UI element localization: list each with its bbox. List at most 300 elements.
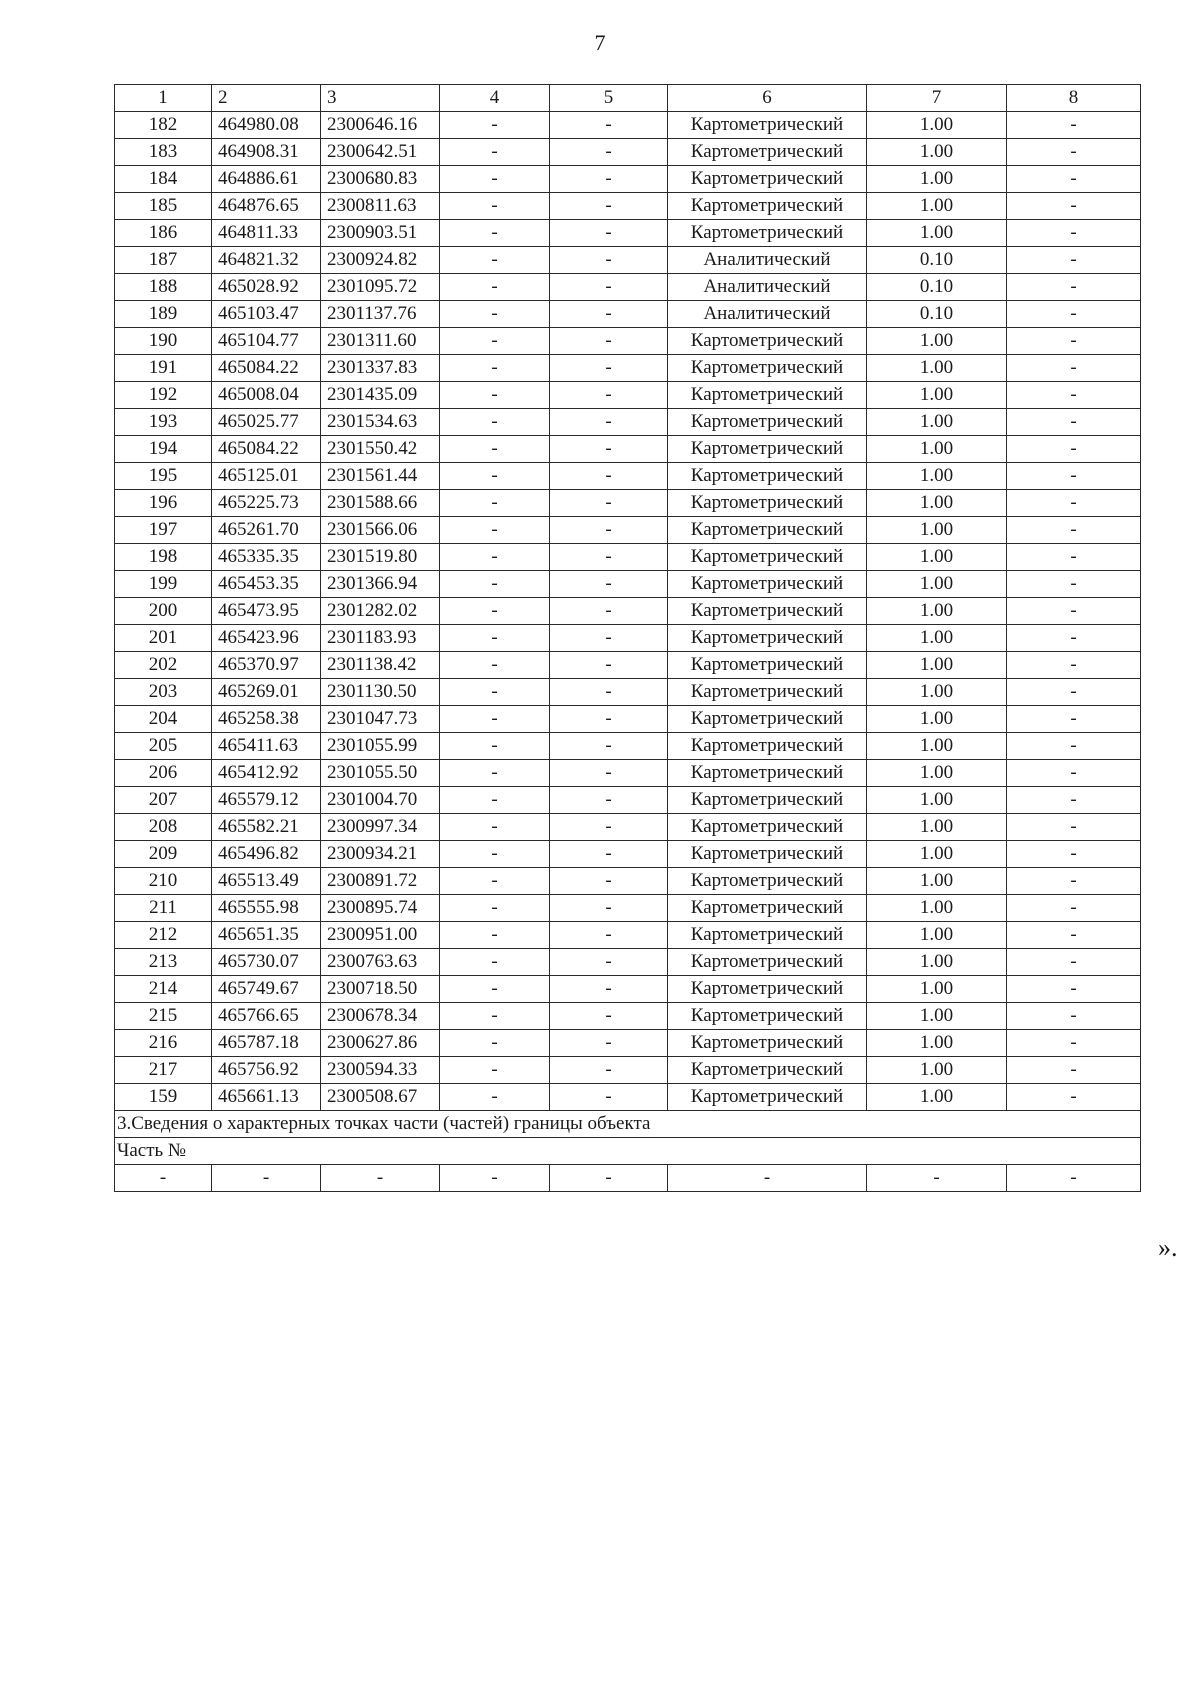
table-cell-col-3: 2300997.34 [321,814,440,841]
table-row [115,571,1141,598]
table-cell-col-2: 465766.65 [212,1003,321,1030]
table-cell-col-5: - [550,598,668,625]
table-cell-col-7: 1.00 [867,598,1007,625]
table-row [115,949,1141,976]
table-cell-col-7: 1.00 [867,355,1007,382]
table-cell-col-6: Картометрический [668,166,867,193]
boundary-points-table [114,84,1141,1192]
table-cell-col-7: 1.00 [867,652,1007,679]
table-cell-col-6: Картометрический [668,733,867,760]
table-cell-col-3: 2301534.63 [321,409,440,436]
table-cell-col-3: 2300951.00 [321,922,440,949]
table-cell-col-5: - [550,166,668,193]
table-cell-col-8: - [1007,679,1141,706]
table-cell-col-3: 2301130.50 [321,679,440,706]
table-cell-col-8: - [1007,868,1141,895]
table-cell-col-5: - [550,463,668,490]
table-cell-col-2: 465370.97 [212,652,321,679]
table-cell-col-2: 464980.08 [212,112,321,139]
table-cell-col-4: - [440,733,550,760]
table-cell-col-2: 464821.32 [212,247,321,274]
table-cell-col-1: 1 [115,85,212,112]
table-cell-col-4: - [440,1057,550,1084]
table-cell-col-7: 1.00 [867,841,1007,868]
table-row [115,490,1141,517]
table-cell-col-1: 203 [115,679,212,706]
table-cell-col-7: 1.00 [867,976,1007,1003]
table-cell-col-7: 1.00 [867,625,1007,652]
table-cell-col-1: 190 [115,328,212,355]
table-cell-col-3: 2301561.44 [321,463,440,490]
table-cell-col-8: - [1007,301,1141,328]
table-row [115,544,1141,571]
table-cell-col-1: 196 [115,490,212,517]
table-cell-col-2: 465225.73 [212,490,321,517]
table-cell-col-1: 200 [115,598,212,625]
table-cell-col-8: - [1007,274,1141,301]
table-cell-col-7: 1.00 [867,112,1007,139]
table-cell-col-8: - [1007,787,1141,814]
table-row [115,922,1141,949]
table-cell-col-8: - [1007,220,1141,247]
table-cell-col-1: 193 [115,409,212,436]
table-cell-col-6: Картометрический [668,598,867,625]
table-cell-col-1: 195 [115,463,212,490]
table-cell-col-3: 2300594.33 [321,1057,440,1084]
table-row [115,517,1141,544]
table-cell-col-8: - [1007,463,1141,490]
table-cell-col-7: 1.00 [867,328,1007,355]
table-row [115,733,1141,760]
table-cell-col-3: 2301519.80 [321,544,440,571]
table-cell-col-3: 2300646.16 [321,112,440,139]
table-cell-col-1: 207 [115,787,212,814]
table-cell-col-2: 465269.01 [212,679,321,706]
table-cell-col-6: Картометрический [668,760,867,787]
table-cell-col-5: - [550,652,668,679]
table-cell-col-8: - [1007,112,1141,139]
table-cell-col-3: 2300934.21 [321,841,440,868]
table-cell-col-6: Аналитический [668,274,867,301]
table-cell-col-3: 2300903.51 [321,220,440,247]
table-cell-col-6: Картометрический [668,976,867,1003]
table-cell-col-7: 1.00 [867,490,1007,517]
table-row [115,1003,1141,1030]
table-cell-col-1: 205 [115,733,212,760]
table-cell-col-7: - [867,1165,1007,1192]
closing-quote: ». [1158,1233,1178,1262]
table-cell-col-1: 209 [115,841,212,868]
table-cell-col-7: 1.00 [867,382,1007,409]
table-cell-col-6: Картометрический [668,139,867,166]
table-row [115,382,1141,409]
table-cell-col-3: 2300508.67 [321,1084,440,1111]
table-cell-col-3: - [321,1165,440,1192]
table-cell-col-5: - [550,733,668,760]
table-cell-col-1: 198 [115,544,212,571]
table-cell-col-8: - [1007,625,1141,652]
table-row [115,976,1141,1003]
table-cell-col-1: 197 [115,517,212,544]
table-cell-col-5: - [550,571,668,598]
table-row [115,760,1141,787]
table-cell-col-4: - [440,355,550,382]
table-cell-col-6: Картометрический [668,328,867,355]
table-cell-col-7: 1.00 [867,679,1007,706]
table-cell-col-1: 208 [115,814,212,841]
table-cell-col-3: 2301311.60 [321,328,440,355]
table-cell-col-3: 2300811.63 [321,193,440,220]
table-cell-col-5: - [550,301,668,328]
table-cell-col-5: - [550,139,668,166]
table-cell-col-1: 186 [115,220,212,247]
table-row [115,220,1141,247]
table-cell-col-4: - [440,166,550,193]
table-cell-col-3: 2301004.70 [321,787,440,814]
table-cell-col-5: - [550,1030,668,1057]
table-cell-col-6: Картометрический [668,895,867,922]
table-cell-col-6: Картометрический [668,571,867,598]
table-cell-col-4: - [440,1084,550,1111]
table-cell-col-5: 5 [550,85,668,112]
table-row [115,328,1141,355]
table-cell-col-3: 2301588.66 [321,490,440,517]
table-cell-col-6: Картометрический [668,409,867,436]
table-cell-col-1: 201 [115,625,212,652]
table-cell-col-2: 465787.18 [212,1030,321,1057]
table-cell-col-6: Картометрический [668,706,867,733]
table-cell-col-1: 210 [115,868,212,895]
table-cell-col-4: - [440,328,550,355]
table-cell-col-7: 1.00 [867,706,1007,733]
table-cell-col-4: - [440,436,550,463]
table-cell-col-2: 465423.96 [212,625,321,652]
table-cell-col-7: 0.10 [867,274,1007,301]
table-cell-col-6: Картометрический [668,193,867,220]
table-cell-col-8: - [1007,517,1141,544]
table-cell-col-2: 464876.65 [212,193,321,220]
page-number: 7 [594,30,606,55]
table-cell-col-1: 159 [115,1084,212,1111]
table-cell-col-2: 465513.49 [212,868,321,895]
table-cell-col-7: 1.00 [867,409,1007,436]
table-row [115,166,1141,193]
table-cell-col-7: 1.00 [867,436,1007,463]
table-cell-col-6: Картометрический [668,949,867,976]
table-cell-col-8: - [1007,1084,1141,1111]
table-cell-col-3: 2301137.76 [321,301,440,328]
table-cell-col-4: - [440,760,550,787]
table-cell-col-6: Картометрический [668,517,867,544]
table-cell-col-2: 465084.22 [212,355,321,382]
table-cell-col-2: 465473.95 [212,598,321,625]
table-cell-col-8: - [1007,247,1141,274]
table-cell-col-8: - [1007,733,1141,760]
table-cell-col-5: - [550,220,668,247]
table-cell-col-2: 465412.92 [212,760,321,787]
table-cell-col-2: 465411.63 [212,733,321,760]
table-cell-col-6: Картометрический [668,841,867,868]
table-cell-col-3: 2300924.82 [321,247,440,274]
table-cell-col-1: 189 [115,301,212,328]
table-cell-col-2: 465258.38 [212,706,321,733]
table-cell-col-3: 2300891.72 [321,868,440,895]
table-cell-col-7: 1.00 [867,193,1007,220]
table-cell-col-3: 2301095.72 [321,274,440,301]
table-cell-col-3: 2301550.42 [321,436,440,463]
table-cell-col-1: - [115,1165,212,1192]
table-cell-col-4: - [440,787,550,814]
table-row [115,841,1141,868]
table-cell-col-8: - [1007,490,1141,517]
table-cell-col-5: - [550,706,668,733]
table-row [115,301,1141,328]
table-cell-col-6: 6 [668,85,867,112]
table-cell-col-5: - [550,841,668,868]
table-cell-col-5: - [550,544,668,571]
table-cell-col-5: - [550,1084,668,1111]
table-cell-col-3: 2301047.73 [321,706,440,733]
table-cell-col-3: 2301337.83 [321,355,440,382]
table-cell-col-1: 204 [115,706,212,733]
table-cell-col-3: 2301138.42 [321,652,440,679]
table-cell-col-4: - [440,571,550,598]
table-cell-col-4: - [440,1003,550,1030]
table-cell-col-8: - [1007,436,1141,463]
table-cell-col-3: 2301055.50 [321,760,440,787]
table-cell-col-5: - [550,409,668,436]
table-cell-col-5: - [550,760,668,787]
table-cell-col-1: 216 [115,1030,212,1057]
table-cell-col-2: 464811.33 [212,220,321,247]
table-cell-col-1: 202 [115,652,212,679]
table-cell-col-8: - [1007,166,1141,193]
table-cell-col-7: 1.00 [867,1057,1007,1084]
table-cell-col-6: Картометрический [668,1057,867,1084]
table-cell-col-3: 2301055.99 [321,733,440,760]
table-cell-col-5: - [550,247,668,274]
table-row [115,1030,1141,1057]
table-cell-col-6: Аналитический [668,247,867,274]
table-cell-col-4: - [440,112,550,139]
table-cell-col-6: Аналитический [668,301,867,328]
table-cell-col-2: 465261.70 [212,517,321,544]
table-cell-col-2: 464886.61 [212,166,321,193]
table-cell-col-8: - [1007,1030,1141,1057]
table-cell-col-8: - [1007,895,1141,922]
table-cell-col-1: 191 [115,355,212,382]
table-cell-col-5: - [550,1165,668,1192]
table-row [115,355,1141,382]
table-cell-col-2: 465555.98 [212,895,321,922]
table-cell-col-5: - [550,1057,668,1084]
table-cell-col-2: 465025.77 [212,409,321,436]
table-cell-col-1: 183 [115,139,212,166]
table-cell-col-1: 215 [115,1003,212,1030]
section-title: 3.Сведения о характерных точках части (частей) границы объекта [115,1111,1141,1138]
table-cell-col-5: - [550,922,668,949]
table-row [115,1084,1141,1111]
table-row [115,706,1141,733]
table-cell-col-4: - [440,463,550,490]
table-cell-col-1: 199 [115,571,212,598]
table-cell-col-8: - [1007,355,1141,382]
table-cell-col-5: - [550,517,668,544]
table-cell-col-6: Картометрический [668,1003,867,1030]
table-cell-col-5: - [550,355,668,382]
section-title-row [115,1111,1141,1138]
table-cell-col-7: 1.00 [867,868,1007,895]
table-cell-col-2: 465661.13 [212,1084,321,1111]
table-cell-col-1: 194 [115,436,212,463]
table-cell-col-8: - [1007,382,1141,409]
table-cell-col-7: 0.10 [867,247,1007,274]
part-label-row [115,1138,1141,1165]
table-row [115,1057,1141,1084]
table-cell-col-1: 217 [115,1057,212,1084]
table-cell-col-5: - [550,382,668,409]
table-cell-col-4: - [440,274,550,301]
table-cell-col-4: - [440,517,550,544]
table-cell-col-3: 2301282.02 [321,598,440,625]
table-cell-col-6: Картометрический [668,220,867,247]
table-cell-col-3: 2301366.94 [321,571,440,598]
table-row [115,193,1141,220]
table-cell-col-2: 465582.21 [212,814,321,841]
table-cell-col-4: - [440,247,550,274]
table-cell-col-8: - [1007,760,1141,787]
table-cell-col-2: 465335.35 [212,544,321,571]
table-cell-col-4: - [440,220,550,247]
table-cell-col-6: Картометрический [668,922,867,949]
table-cell-col-4: - [440,1030,550,1057]
table-cell-col-1: 182 [115,112,212,139]
table-row [115,139,1141,166]
table-cell-col-4: - [440,706,550,733]
table-cell-col-6: Картометрический [668,382,867,409]
table-row [115,652,1141,679]
part-label: Часть № [115,1138,1141,1165]
table-cell-col-2: 465103.47 [212,301,321,328]
table-cell-col-6: Картометрический [668,1030,867,1057]
table-cell-col-4: - [440,301,550,328]
table-cell-col-2: 465125.01 [212,463,321,490]
table-row [115,463,1141,490]
table-cell-col-3: 2301566.06 [321,517,440,544]
table-cell-col-1: 192 [115,382,212,409]
table-row [115,679,1141,706]
table-cell-col-1: 214 [115,976,212,1003]
table-cell-col-4: - [440,652,550,679]
table-cell-col-4: - [440,193,550,220]
table-cell-col-2: 465104.77 [212,328,321,355]
table-cell-col-4: - [440,976,550,1003]
empty-part-row [115,1165,1141,1192]
table-cell-col-5: - [550,112,668,139]
table-cell-col-1: 211 [115,895,212,922]
table-cell-col-6: Картометрический [668,112,867,139]
table-cell-col-8: - [1007,976,1141,1003]
table-cell-col-5: - [550,328,668,355]
table-cell-col-1: 185 [115,193,212,220]
table-cell-col-3: 2300680.83 [321,166,440,193]
table-row [115,814,1141,841]
table-cell-col-5: - [550,787,668,814]
table-cell-col-6: Картометрический [668,625,867,652]
table-cell-col-2: 465749.67 [212,976,321,1003]
table-cell-col-8: - [1007,544,1141,571]
table-cell-col-5: - [550,679,668,706]
table-cell-col-8: - [1007,139,1141,166]
table-cell-col-2: 465651.35 [212,922,321,949]
table-row [115,112,1141,139]
table-cell-col-4: - [440,544,550,571]
table-cell-col-7: 1.00 [867,1003,1007,1030]
table-cell-col-8: - [1007,571,1141,598]
table-row [115,247,1141,274]
table-cell-col-1: 184 [115,166,212,193]
table-cell-col-8: - [1007,949,1141,976]
table-cell-col-6: Картометрический [668,787,867,814]
table-cell-col-4: - [440,598,550,625]
table-cell-col-4: - [440,1165,550,1192]
table-cell-col-5: - [550,895,668,922]
table-cell-col-3: 2300642.51 [321,139,440,166]
table-cell-col-5: - [550,976,668,1003]
table-cell-col-5: - [550,1003,668,1030]
table-row [115,409,1141,436]
table-cell-col-5: - [550,193,668,220]
table-cell-col-2: 465756.92 [212,1057,321,1084]
table-cell-col-5: - [550,814,668,841]
table-cell-col-6: Картометрический [668,652,867,679]
table-cell-col-6: - [668,1165,867,1192]
table-cell-col-7: 1.00 [867,571,1007,598]
table-cell-col-8: - [1007,922,1141,949]
table-cell-col-4: - [440,382,550,409]
table-cell-col-8: - [1007,652,1141,679]
table-cell-col-2: 465730.07 [212,949,321,976]
table-cell-col-7: 1.00 [867,544,1007,571]
table-body [115,85,1141,1192]
table-cell-col-2: 464908.31 [212,139,321,166]
table-cell-col-8: - [1007,1057,1141,1084]
table-cell-col-4: - [440,679,550,706]
table-cell-col-4: - [440,949,550,976]
table-cell-col-7: 1.00 [867,139,1007,166]
table-cell-col-5: - [550,949,668,976]
table-row [115,895,1141,922]
table-cell-col-6: Картометрический [668,436,867,463]
table-cell-col-6: Картометрический [668,355,867,382]
table-cell-col-8: - [1007,841,1141,868]
table-cell-col-4: - [440,895,550,922]
table-cell-col-1: 187 [115,247,212,274]
table-cell-col-3: 2300895.74 [321,895,440,922]
table-cell-col-1: 212 [115,922,212,949]
table-cell-col-7: 1.00 [867,787,1007,814]
table-cell-col-2: 465008.04 [212,382,321,409]
table-cell-col-4: - [440,841,550,868]
table-cell-col-3: 2300678.34 [321,1003,440,1030]
table-cell-col-5: - [550,274,668,301]
table-cell-col-5: - [550,868,668,895]
table-cell-col-8: - [1007,598,1141,625]
table-cell-col-1: 188 [115,274,212,301]
table-cell-col-6: Картометрический [668,490,867,517]
table-cell-col-5: - [550,436,668,463]
table-cell-col-6: Картометрический [668,868,867,895]
